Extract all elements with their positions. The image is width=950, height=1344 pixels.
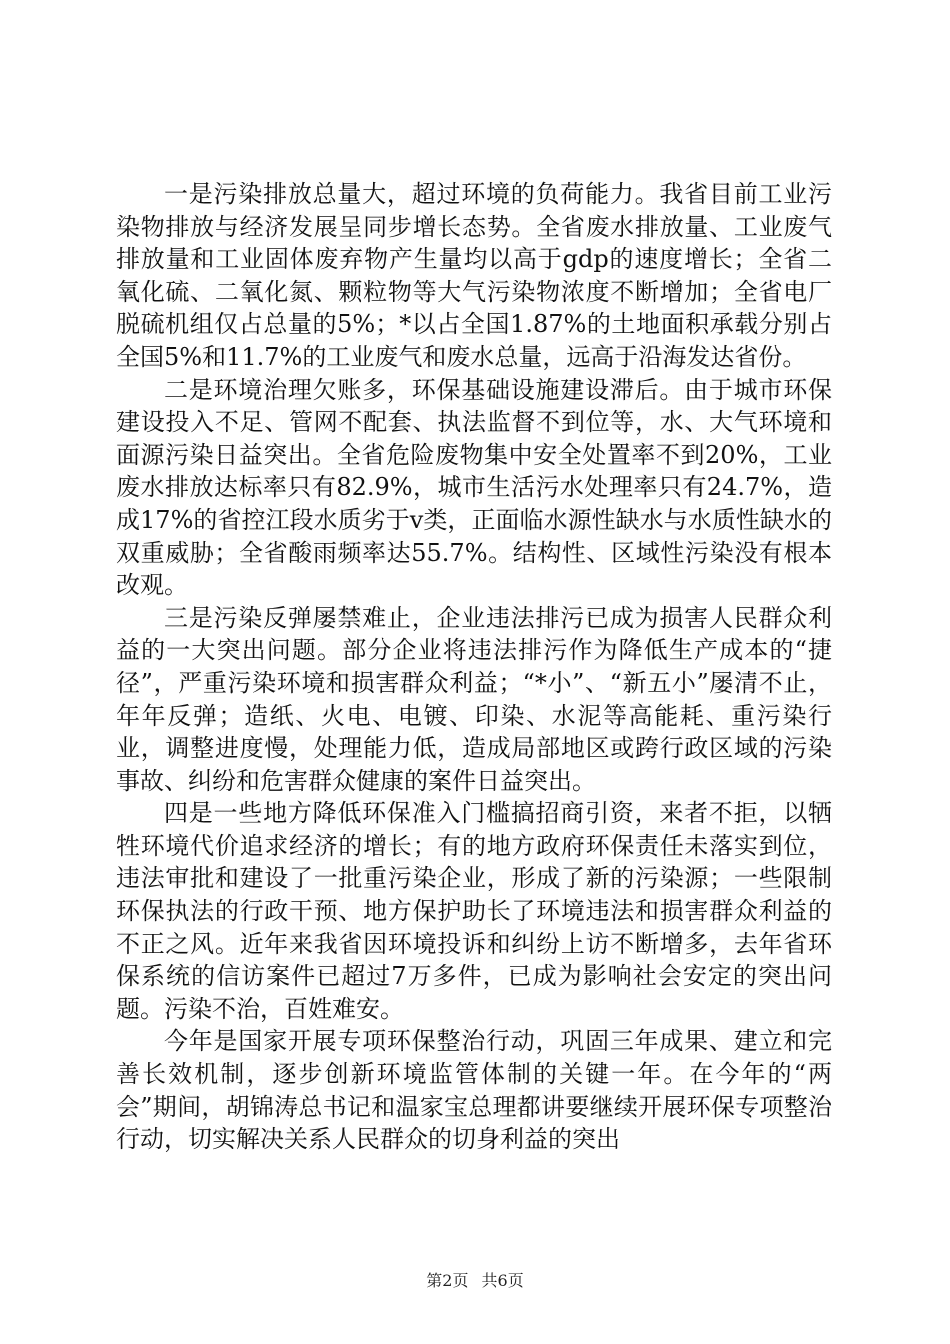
page-footer [0,1271,950,1291]
paragraph-5: 今年是国家开展专项环保整治行动，巩固三年成果、建立和完善长效机制，逐步创新环境监管体制的关键一年。在今年的“两会”期间，胡锦涛总书记和温家宝总理都讲要继续开展环保专项整治行动，切实解决关系人民群众的切身利益的突出 [116,1027,832,1154]
paragraph-4: 四是一些地方降低环保准入门槛搞招商引资，来者不拒，以牺牲环境代价追求经济的增长；有的地方政府环保责任未落实到位，违法审批和建设了一批重污染企业，形成了新的污染源；一些限制环保执法的行政干预、地方保护助长了环境违法和损害群众利益的不正之风。近年来我省因环境投诉和纠纷上访不断增多，去年省环保系统的信访案件已超过7万多件，已成为影响社会安定的突出问题。污染不治，百姓难安。 [116,799,832,1023]
document-body [116,178,832,1156]
paragraph-1: 一是污染排放总量大，超过环境的负荷能力。我省目前工业污染物排放与经济发展呈同步增长态势。全省废水排放量、工业废气排放量和工业固体废弃物产生量均以高于gdp的速度增长；全省二氧化硫、二氧化氮、颗粒物等大气污染物浓度不断增加；全省电厂脱硫机组仅占总量的5%；*以占全国1.87%的土地面积承载分别占全国5%和11.7%的工业废气和废水总量，远高于沿海发达省份。 [116,180,832,371]
paragraph-3: 三是污染反弹屡禁难止，企业违法排污已成为损害人民群众利益的一大突出问题。部分企业将违法排污作为降低生产成本的“捷径”，严重污染环境和损害群众利益；“*小”、“新五小”屡清不止，年年反弹；造纸、火电、电镀、印染、水泥等高能耗、重污染行业，调整进度慢，处理能力低，造成局部地区或跨行政区域的污染事故、纠纷和危害群众健康的案件日益突出。 [116,603,832,795]
page-total: 共6页 [481,1271,524,1290]
paragraph-2: 二是环境治理欠账多，环保基础设施建设滞后。由于城市环保建设投入不足、管网不配套、执法监督不到位等，水、大气环境和面源污染日益突出。全省危险废物集中安全处置率不到20%，工业废水排放达标率只有82.9%，城市生活污水处理率只有24.7%，造成17%的省控江段水质劣于v类，正面临水源性缺水与水质性缺水的双重威胁；全省酸雨频率达55.7%。结构性、区域性污染没有根本改观。 [116,375,832,600]
page-number: 第2页 [426,1271,469,1290]
